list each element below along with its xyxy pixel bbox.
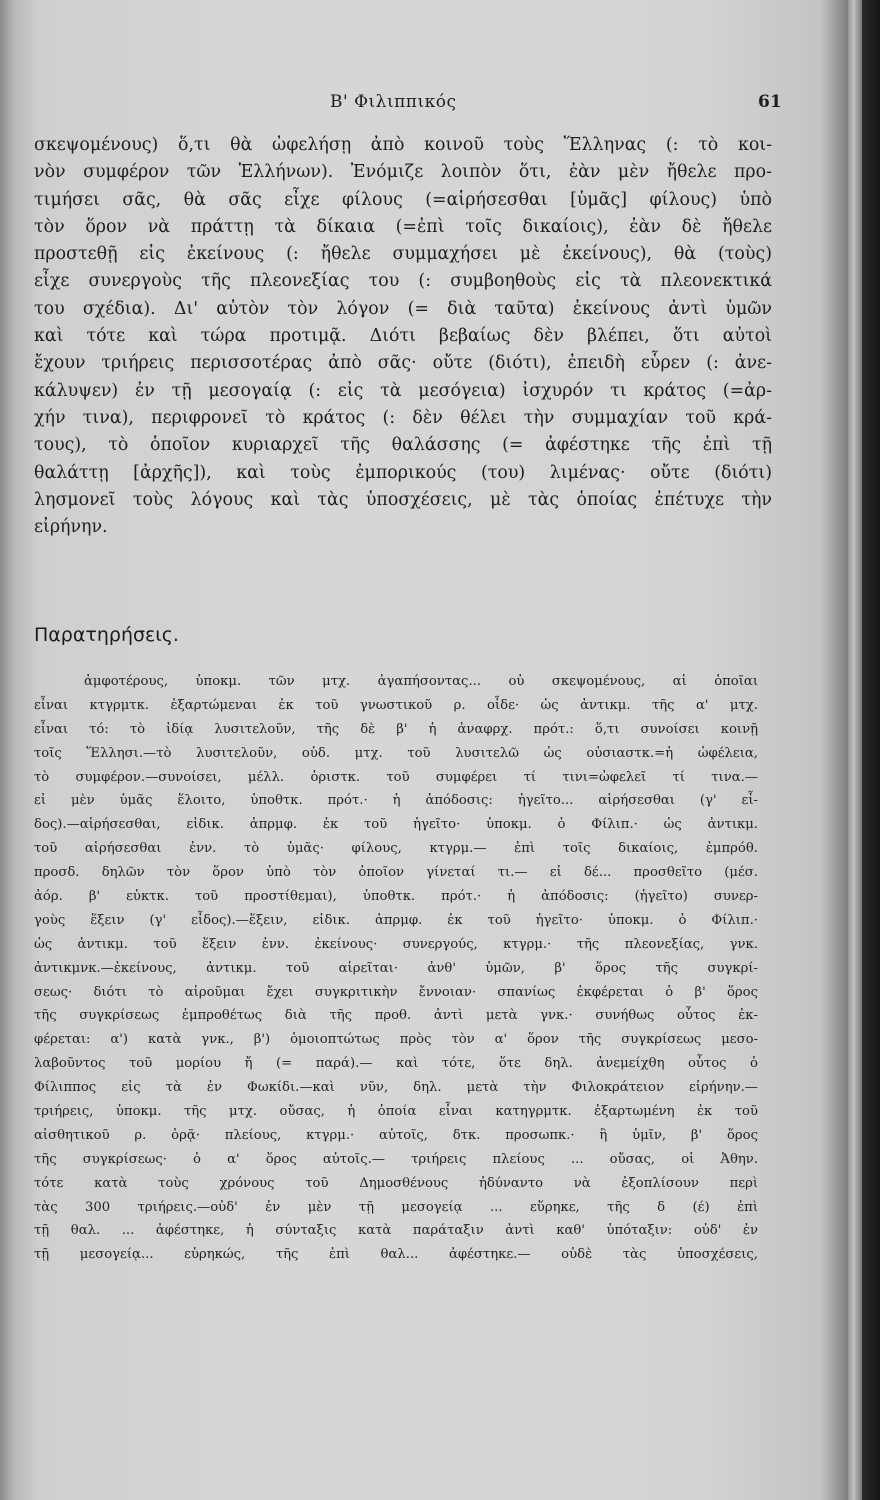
note-line: δος).—αἱρήσεσθαι, εἰδικ. ἀπρμφ. ἐκ τοῦ ἡγεῖτο· ὑποκμ. ὁ Φίλιπ.· ὡς ἀντικμ. (34, 817, 758, 833)
text-line: τιμήσει σᾶς, θὰ σᾶς εἶχε φίλους (=αἱρήσεσθαι [ὑμᾶς] φίλους) ὑπὸ (34, 189, 772, 210)
note-line: τὸ συμφέρον.—συνοίσει, μέλλ. ὁριστκ. τοῦ συμφέρει τί τινι=ὠφελεῖ τί τινα.— (34, 769, 758, 785)
note-line: σεως· διότι τὸ αἱροῦμαι ἔχει συγκριτικὴν ἔννοιαν· σπανίως ἐκφέρεται ὁ β' ὅρος (34, 984, 758, 1000)
note-line: τῆς συγκρίσεως ἐμπροθέτως διὰ τῆς προθ. ἀντὶ μετὰ γνκ.· συνήθως οὗτος ἐκ- (34, 1008, 758, 1024)
note-line: αἰσθητικοῦ ρ. ὁρᾷ· πλείους, κτγρμ.· αὐτοῖς, δτκ. προσωπκ.· ἢ ὑμῖν, β' ὅρος (34, 1127, 758, 1143)
text-line: λησμονεῖ τοὺς λόγους καὶ τὰς ὑποσχέσεις, μὲ τὰς ὁποίας ἐπέτυχε τὴν (34, 489, 772, 510)
note-line: ἀμφοτέρους, ὑποκμ. τῶν μτχ. ἀγαπήσοντας... οὐ σκεψομένους, αἱ ὁποῖαι (84, 674, 758, 689)
note-line: τοῦ αἱρήσεσθαι ἐνν. τὸ ὑμᾶς· φίλους, κτγρμ.— ἐπὶ τοῖς δικαίοις, ἐμπρόθ. (34, 841, 758, 857)
note-line: Φίλιππος εἰς τὰ ἐν Φωκίδι.—καὶ νῦν, δηλ. μετὰ τὴν Φιλοκράτειον εἰρήνην.— (34, 1080, 758, 1096)
main-text (34, 132, 772, 541)
note-line: ἀόρ. β' εὐκτκ. τοῦ προστίθεμαι), ὑποθτκ. πρότ.· ἡ ἀπόδοσις: (ἡγεῖτο) συνερ- (34, 889, 758, 905)
note-line: τῇ μεσογείᾳ... εὑρηκώς, τῆς ἐπὶ θαλ... ἀφέστηκε.— οὐδὲ τὰς ὑποσχέσεις, (34, 1247, 758, 1263)
note-line: τῇ θαλ. ... ἀφέστηκε, ἡ σύνταξις κατὰ παράταξιν ἀντὶ καθ' ὑπόταξιν: οὐδ' ἐν (34, 1223, 758, 1239)
note-line: φέρεται: α') κατὰ γνκ., β') ὁμοιοπτώτως πρὸς τὸν α' ὅρον τῆς συγκρίσεως μεσο- (34, 1032, 758, 1048)
running-title: Β' Φιλιππικός (330, 92, 457, 112)
text-line: νὸν συμφέρον τῶν Ἑλλήνων). Ἐνόμιζε λοιπὸν ὅτι, ἐὰν μὲν ἤθελε προ- (34, 162, 772, 183)
notes-heading: Παρατηρήσεις. (34, 624, 179, 646)
text-line: καὶ τότε καὶ τώρα προτιμᾷ. Διότι βεβαίως δὲν βλέπει, ὅτι αὐτοὶ (34, 326, 772, 347)
page-number: 61 (758, 92, 782, 112)
text-line: θαλάττῃ [ἀρχῆς]), καὶ τοὺς ἐμπορικούς (του) λιμένας· οὔτε (διότι) (34, 462, 772, 483)
notes-section (34, 670, 758, 1267)
note-line: τριήρεις, ὑποκμ. τῆς μτχ. οὔσας, ἡ ὁποία εἶναι κατηγρμτκ. ἐξαρτωμένη ἐκ τοῦ (34, 1104, 758, 1120)
text-line: τὸν ὅρον νὰ πράττῃ τὰ δίκαια (=ἐπὶ τοῖς δικαίοις), ἐὰν δὲ ἤθελε (34, 216, 772, 237)
note-line: γοὺς ἕξειν (γ' εἶδος).—ἕξειν, εἰδικ. ἀπρμφ. ἐκ τοῦ ἡγεῖτο· ὑποκμ. ὁ Φίλιπ.· (34, 912, 758, 928)
note-line: τοῖς Ἕλλησι.—τὸ λυσιτελοῦν, οὐδ. μτχ. τοῦ λυσιτελῶ ὡς οὐσιαστκ.=ἡ ὠφέλεια, (34, 745, 758, 761)
note-line: λαβοῦντος τοῦ μορίου ἤ (= παρά).— καὶ τότε, ὅτε δηλ. ἀνεμείχθη οὗτος ὁ (34, 1056, 758, 1072)
note-line: τὰς 300 τριήρεις.—οὐδ' ἐν μὲν τῇ μεσογείᾳ ... εὕρηκε, τῆς δ (έ) ἐπὶ (34, 1199, 758, 1215)
text-line: ἔχουν τριήρεις περισσοτέρας ἀπὸ σᾶς· οὔτε (διότι), ἐπειδὴ εὗρεν (: ἀνε- (34, 353, 772, 374)
note-line: ἀντικμνκ.—ἐκείνους, ἀντικμ. τοῦ αἱρεῖται· ἀνθ' ὑμῶν, β' ὅρος τῆς συγκρί- (34, 960, 758, 976)
text-line: εἰρήνην. (34, 517, 108, 538)
text-line: τους), τὸ ὁποῖον κυριαρχεῖ τῆς θαλάσσης (= ἀφέστηκε τῆς ἐπὶ τῇ (34, 435, 772, 456)
note-line: τῆς συγκρίσεως· ὁ α' ὅρος αὐτοῖς.— τριήρεις πλείους ... οὔσας, οἱ Ἀθην. (34, 1151, 758, 1167)
text-line: προστεθῇ εἰς ἐκείνους (: ἤθελε συμμαχήσει μὲ ἐκείνους), θὰ (τοὺς) (34, 244, 772, 265)
text-line: εἶχε συνεργοὺς τῆς πλεονεξίας του (: συμβοηθοὺς εἰς τὰ πλεονεκτικά (34, 271, 772, 292)
text-line: σκεψομένους) ὅ,τι θὰ ὠφελήσῃ ἀπὸ κοινοῦ τοὺς Ἕλληνας (: τὸ κοι- (34, 135, 772, 155)
text-line: χήν τινα), περιφρονεῖ τὸ κράτος (: δὲν θέλει τὴν συμμαχίαν τοῦ κρά- (34, 407, 772, 428)
running-head (0, 92, 880, 116)
text-line: του σχέδια). Δι' αὐτὸν τὸν λόγον (= διὰ ταῦτα) ἐκείνους ἀντὶ ὑμῶν (34, 298, 772, 319)
note-line: εἶναι κτγρμτκ. ἐξαρτώμεναι ἐκ τοῦ γνωστικοῦ ρ. οἶδε· ὡς ἀντικμ. τῆς α' μτχ. (34, 697, 758, 713)
note-line: προσδ. δηλῶν τὸν ὅρον ὑπὸ τὸν ὁποῖον γίνεταί τι.— εἰ δέ... προσθεῖτο (μέσ. (34, 865, 758, 881)
note-line: τότε κατὰ τοὺς χρόνους τοῦ Δημοσθένους ἠδύναντο νὰ ἐξοπλίσουν περὶ (34, 1175, 758, 1191)
note-line: εἰ μὲν ὑμᾶς ἕλοιτο, ὑποθτκ. πρότ.· ἡ ἀπόδοσις: ἡγεῖτο... αἱρήσεσθαι (γ' εἶ- (34, 793, 758, 809)
text-line: κάλυψεν) ἐν τῇ μεσογαίᾳ (: εἰς τὰ μεσόγεια) ἰσχυρόν τι κράτος (=ἀρ- (34, 380, 772, 401)
page-edge (848, 0, 862, 1500)
note-line: ὡς ἀντικμ. τοῦ ἕξειν ἐνν. ἐκείνους· συνεργούς, κτγρμ.· τῆς πλεονεξίας, γνκ. (34, 936, 758, 952)
note-line: εἶναι τό: τὸ ἰδίᾳ λυσιτελοῦν, τῆς δὲ β' ἡ ἀναφρχ. πρότ.: ὅ,τι συνοίσει κοινῇ (34, 721, 758, 737)
